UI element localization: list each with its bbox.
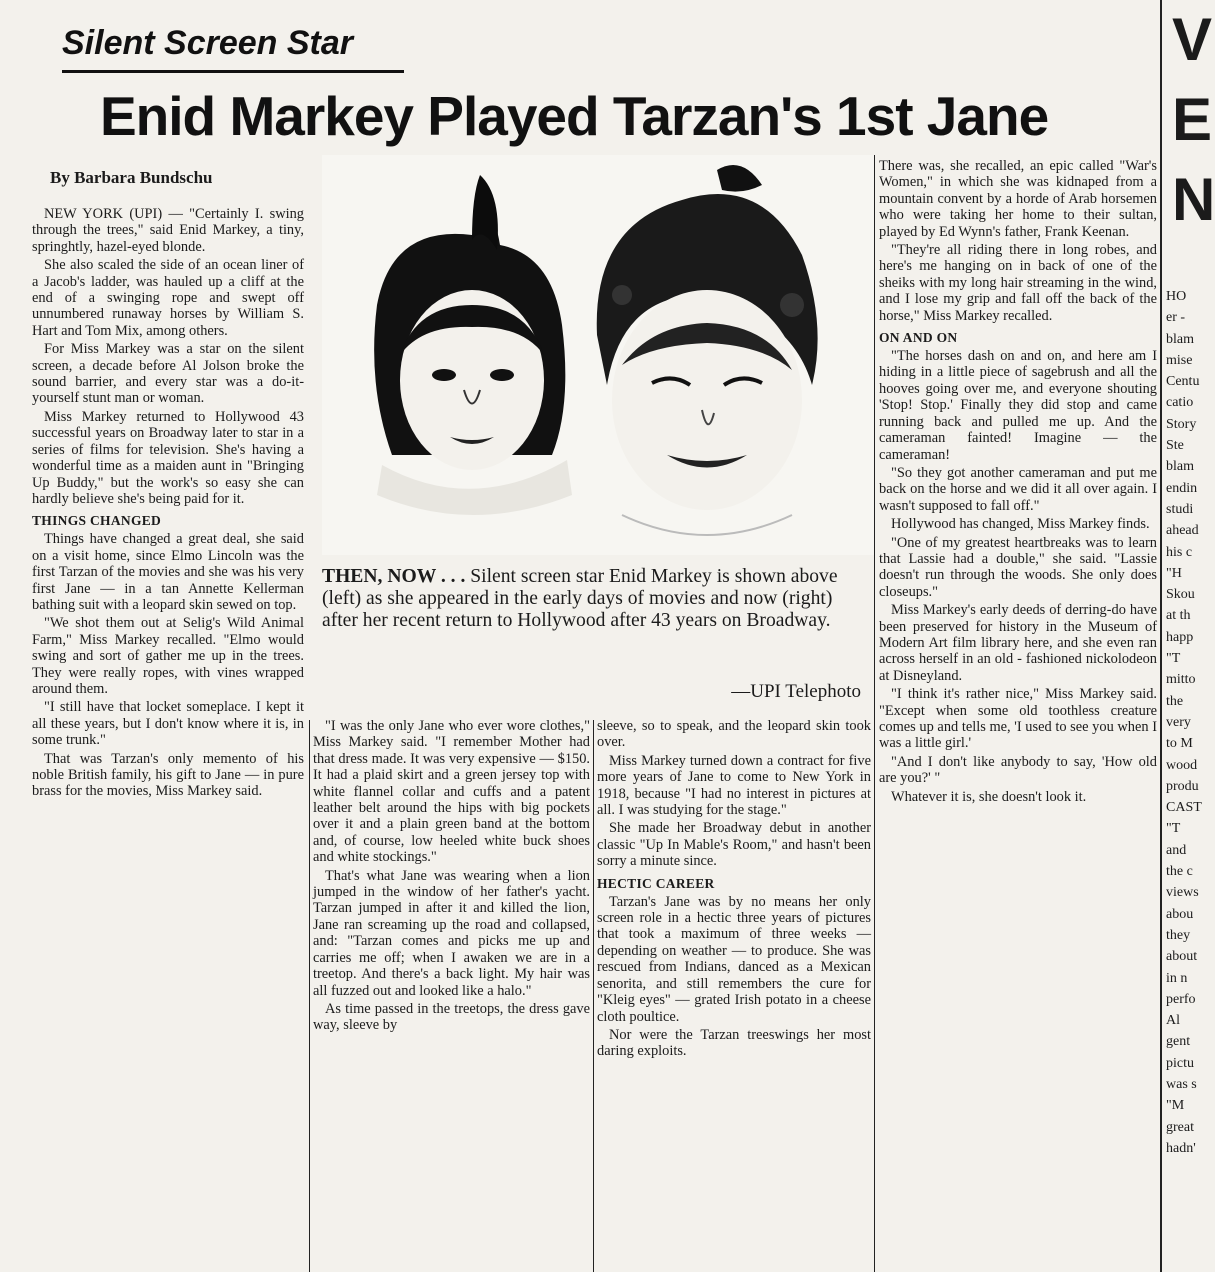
paragraph: Miss Markey's early deeds of derring-do have been preserved for history in the Museum of Modern Art film library here, and she even ran across herself in an old - fashioned nickolodeon at Disneyland. — [879, 602, 1157, 684]
fragment-line: Al — [1166, 1013, 1180, 1029]
paragraph: She also scaled the side of an ocean liner of a Jacob's ladder, was hauled up a cliff at the end of a swinging rope and swept off unnumbered runaway horses by William S. Hart and Tom Mix, among others. — [32, 257, 304, 339]
fragment-line: HO — [1166, 289, 1187, 304]
paragraph: "We shot them out at Selig's Wild Animal Farm," Miss Markey recalled. "Elmo would swing and sort of gather me up in the trees. They were really ropes, with vines wrapped around them. — [32, 615, 304, 697]
headline: Enid Markey Played Tarzan's 1st Jane — [100, 85, 1049, 147]
article-column-3 — [597, 718, 871, 1272]
paragraph: "I think it's rather nice," Miss Markey said. "Except when some old toothless creature comes up and tells me, 'I used to see you when I was a little girl.' — [879, 686, 1157, 752]
paragraph: Miss Markey returned to Hollywood 43 successful years on Broadway later to star in a series of films for television. She's having a wonderful time as a maiden aunt in "Bringing Up Buddy," but the work's so easy she can hardly believe she's being paid for it. — [32, 408, 304, 507]
paragraph: As time passed in the treetops, the dress gave way, sleeve by — [313, 1000, 590, 1034]
fragment-line: Ste — [1166, 438, 1184, 454]
fragment-line: in n — [1166, 970, 1188, 986]
fragment-line: wood — [1166, 757, 1198, 773]
paragraph: That's what Jane was wearing when a lion jumped in the window of her father's yacht. Tarzan jumped in after it and killed the lion, Jane ran screaming up the road and collapsed, and: "Tarzan comes and picks me up and carries me off; when I awaken we are in a treetop. And there's a back light. My hair was all fuzzed out and looked like a halo." — [313, 867, 590, 999]
portrait-then — [374, 175, 572, 515]
paragraph: "And I don't like anybody to say, 'How old are you?' " — [879, 753, 1157, 787]
fragment-line: endin — [1166, 480, 1198, 496]
paragraph: "They're all riding there in long robes, and here's me hanging on in back of one of the sheiks with my long hair streaming in the wind, and I lose my grip and fall off the back of the horse," Miss Markey recalled. — [879, 242, 1157, 324]
photo-credit: —UPI Telephoto — [731, 681, 861, 702]
paragraph: "The horses dash on and on, and here am I hiding in a little piece of sagebrush and all the hooves going over me, and everyone shouting 'Stop! Stop.' Finally they did stop and came running back and pulled me up. And the cameraman fainted! Imagine — the cameraman! — [879, 348, 1157, 463]
fragment-line: er - — [1166, 310, 1186, 326]
fragment-line: "T — [1166, 651, 1181, 667]
fragment-line: catio — [1166, 395, 1194, 411]
paragraph: Tarzan's Jane was by no means her only screen role in a hectic three years of pictures that took a maximum of three weeks — depending on weather — to produce. She was rescued from Indians, danced as a Mexican senorita, and still remembers the cure for "Kleig eyes" — grated Irish potato in a cheese cloth poultice. — [597, 893, 871, 1025]
paragraph: NEW YORK (UPI) — "Certainly I. swing through the trees," said Enid Markey, a tiny, springhtly, hazel-eyed blonde. — [32, 206, 304, 255]
column-rule — [593, 720, 594, 1272]
subheading: ON AND ON — [879, 330, 958, 346]
column-rule — [874, 155, 875, 1272]
column-rule — [309, 720, 310, 1272]
fragment-line: his c — [1166, 544, 1193, 560]
paragraph: sleeve, so to speak, and the leopard skin took over. — [597, 718, 871, 751]
photo-portraits — [322, 155, 874, 555]
paragraph: There was, she recalled, an epic called "War's Women," in which she was kidnaped from a mountain convent by a horde of Arab horsemen who were taking her home to their sultan, played by Ed Wynn's father, Frank Keenan. — [879, 158, 1157, 240]
kicker-underline — [62, 70, 404, 73]
fragment-line: Story — [1166, 416, 1197, 432]
paragraph: Hollywood has changed, Miss Markey finds. — [891, 516, 1150, 533]
paragraph: Things have changed a great deal, she said on a visit home, since Elmo Lincoln was the first Tarzan of the movies and she was his very first Jane — in a tan Annette Kellerman bathing suit with a leopard skin sewed on top. — [32, 531, 304, 613]
fragment-line: abou — [1166, 906, 1194, 922]
byline: By Barbara Bundschu — [50, 168, 213, 187]
fragment-line: the — [1166, 693, 1184, 709]
paragraph: She made her Broadway debut in another classic "Up In Mable's Room," and hasn't been sorry a minute since. — [597, 820, 871, 870]
fragment-line: to M — [1166, 736, 1193, 752]
fragment-line: Centu — [1166, 374, 1200, 390]
fragment-line: "H — [1166, 565, 1182, 581]
subheading: THINGS CHANGED — [32, 513, 162, 529]
photo-caption — [322, 566, 864, 632]
subheading: HECTIC CAREER — [597, 875, 715, 891]
article-column-1 — [32, 206, 304, 1272]
paragraph: For Miss Markey was a star on the silent screen, a decade before Al Jolson broke the sound barrier, and every star was a do-it-yourself stunt man or woman. — [32, 341, 304, 407]
fragment-headline-letter: V — [1172, 6, 1213, 73]
fragment-line: "T — [1166, 821, 1181, 837]
fragment-headline-letter: E — [1172, 86, 1213, 153]
fragment-line: mitto — [1166, 672, 1196, 688]
fragment-line: great — [1166, 1119, 1194, 1135]
paragraph: "I still have that locket someplace. I kept it all these years, but I don't know where it is, in some trunk." — [32, 699, 304, 749]
fragment-line: "M — [1166, 1098, 1185, 1114]
caption-text: Silent screen star Enid Markey is shown above (left) as she appeared in the early days of movies and now (right) after her recent return to Hollywood after 43 years on Broadway. — [322, 566, 838, 631]
fragment-line: happ — [1166, 629, 1194, 645]
article-column-4 — [879, 158, 1157, 1272]
portrait-now — [597, 165, 818, 535]
paragraph: Miss Markey turned down a contract for five more years of Jane to come to New York in 1918, because "I had no interest in pictures at all. I was studying for the stage." — [597, 752, 871, 819]
paragraph: "So they got another cameraman and put me back on the horse and we did it all over again. I wasn't supposed to fall off." — [879, 464, 1157, 514]
paragraph: Whatever it is, she doesn't look it. — [891, 788, 1087, 805]
fragment-line: CAST — [1166, 800, 1202, 816]
paragraph: "One of my greatest heartbreaks was to learn that Lassie had a double," she said. "Lassie doesn't run through the woods. She only does closeups." — [879, 534, 1157, 600]
fragment-line: views — [1166, 885, 1199, 901]
fragment-line: gent — [1166, 1034, 1191, 1050]
caption-lead: THEN, NOW . . . — [322, 566, 466, 587]
kicker: Silent Screen Star — [62, 24, 354, 62]
fragment-line: studi — [1166, 501, 1194, 517]
fragment-line: hadn' — [1166, 1140, 1196, 1156]
fragment-line: perfo — [1166, 991, 1196, 1007]
photo — [322, 155, 874, 555]
fragment-line: pictu — [1166, 1055, 1194, 1071]
fragment-line: the c — [1166, 864, 1193, 880]
fragment-line: blam — [1166, 459, 1194, 475]
paragraph: "I was the only Jane who ever wore clothes," Miss Markey said. "I remember Mother had that dress made. It was very expensive — $150. It had a plaid skirt and a green jersey top with white flannel collar and cuffs and a patent leather belt around the hips with big pockets over it and a plain green band at the bottom and, of course, low heeled white buck shoes and white stockings." — [313, 718, 590, 866]
fragment-headline-letter: N — [1172, 166, 1215, 233]
fragment-line: they — [1166, 927, 1191, 943]
fragment-line: and — [1166, 842, 1187, 858]
fragment-line: produ — [1166, 778, 1199, 794]
fragment-line: Skou — [1166, 587, 1195, 603]
fragment-text-lines — [1166, 286, 1202, 1159]
fragment-line: very — [1166, 714, 1191, 730]
fragment-line: blam — [1166, 331, 1194, 347]
fragment-line: mise — [1166, 352, 1193, 368]
fragment-line: ahead — [1166, 523, 1199, 539]
column-rule — [1160, 0, 1162, 1272]
fragment-line: was s — [1166, 1076, 1197, 1092]
article-column-2 — [313, 718, 590, 1272]
adjacent-article-fragment — [1164, 0, 1215, 1272]
paragraph: Nor were the Tarzan treeswings her most daring exploits. — [597, 1026, 871, 1060]
fragment-line: about — [1166, 949, 1198, 965]
fragment-line: at th — [1166, 608, 1191, 624]
paragraph: That was Tarzan's only memento of his noble British family, his gift to Jane — in pure brass for the movies, Miss Markey said. — [32, 750, 304, 800]
